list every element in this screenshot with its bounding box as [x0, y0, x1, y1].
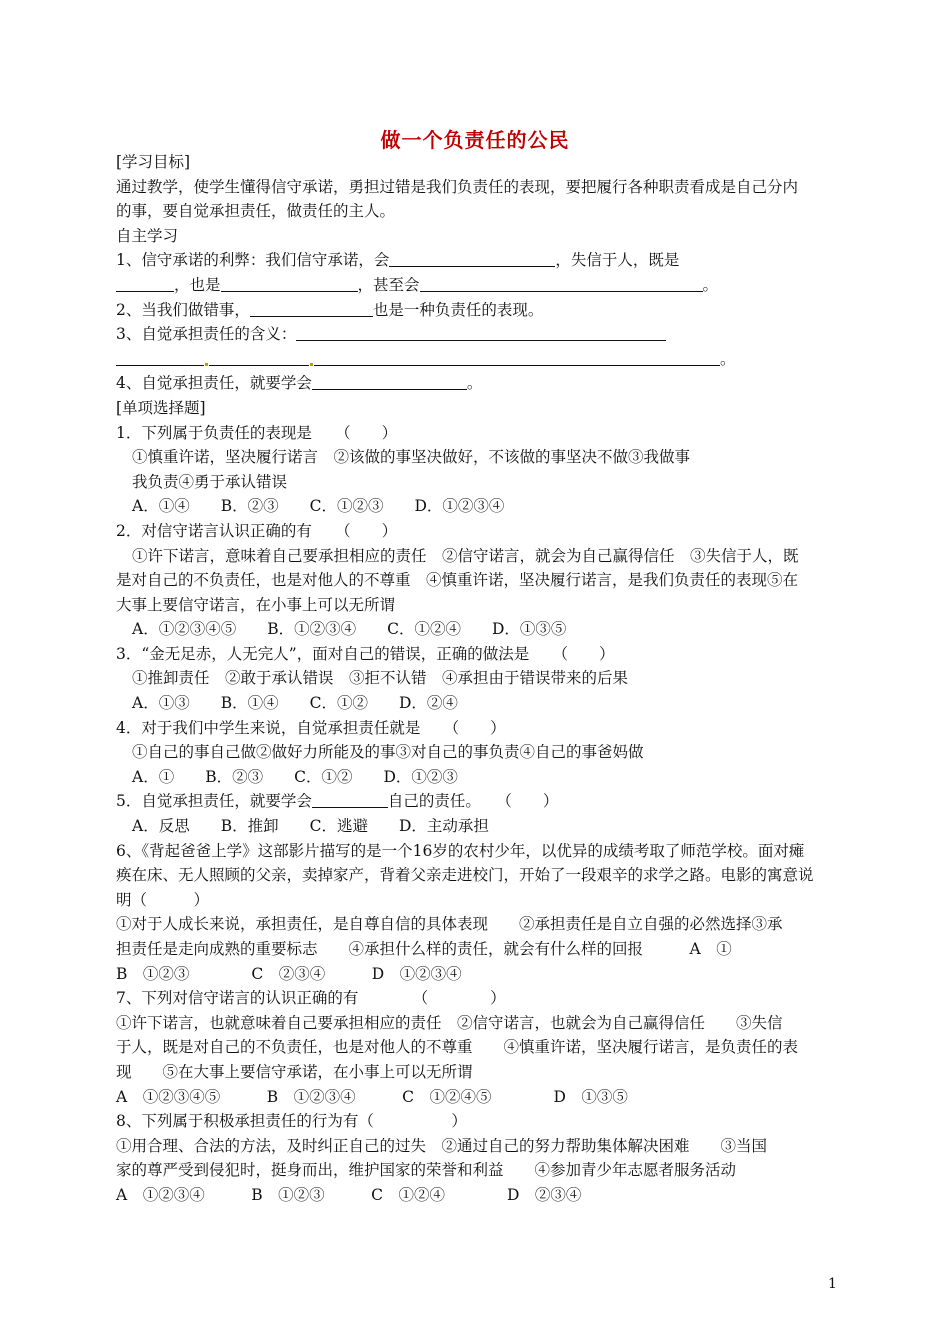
fill-question-1-line-1 [116, 248, 840, 273]
choice-question-8-options: A ①②③④ B ①②③ C ①②④ D ②③④ [116, 1185, 582, 1204]
answer-blank[interactable] [389, 249, 555, 267]
choice-question-8-statements: ①用合理、合法的方法，及时纠正自己的过失 ②通过自己的努力帮助集体解决困难 ③当国 [116, 1136, 768, 1155]
choice-q5-text-a: 5．自觉承担责任，就要学会 [116, 792, 312, 811]
fill-q2-text-a: 2、当我们做错事， [116, 300, 250, 319]
choice-question-7-statements-cont: 现 ⑤在大事上要信守承诺，在小事上可以无所谓 [116, 1062, 473, 1081]
answer-blank[interactable] [420, 274, 703, 292]
choice-question-5-options: A．反思 B．推卸 C．逃避 D．主动承担 [132, 817, 489, 836]
choice-question-6-stem-cont: 痪在床、无人照顾的父亲，卖掉家产，背着父亲走进校门，开始了一段艰辛的求学之路。电影的寓意说 [116, 866, 814, 885]
speck-mark [310, 363, 313, 366]
fill-q1-text-c: ，也是 [174, 275, 221, 294]
choice-question-7-options: A ①②③④⑤ B ①②③④ C ①②④⑤ D ①③⑤ [116, 1087, 628, 1106]
answer-blank[interactable] [314, 348, 720, 366]
answer-blank[interactable] [116, 274, 174, 292]
fill-q1-text-e: 。 [702, 275, 719, 294]
fill-q4-text-a: 4、自觉承担责任，就要学会 [116, 374, 312, 393]
fill-q4-text-b: 。 [466, 374, 483, 393]
choice-question-8-statements-cont: 家的尊严受到侵犯时，挺身而出，维护国家的荣誉和利益 ④参加青少年志愿者服务活动 [116, 1161, 737, 1180]
choice-question-2-statements-cont: 大事上要信守诺言，在小事上可以无所谓 [116, 595, 396, 614]
fill-q2-text-b: 也是一种负责任的表现。 [372, 300, 544, 319]
choice-question-4-options: A．① B．②③ C．①② D．①②③ [132, 767, 458, 786]
choice-question-6-stem: 6、《背起爸爸上学》这部影片描写的是一个16岁的农村少年，以优异的成绩考取了师范学校。面对瘫 [116, 841, 805, 860]
section-heading-objectives: [学习目标] [116, 153, 191, 171]
choice-question-3-options: A．①③ B．①④ C．①② D．②④ [132, 694, 458, 713]
section-heading-self-study: 自主学习 [116, 226, 179, 245]
choice-question-7-statements: ①许下诺言，也就意味着自己要承担相应的责任 ②信守诺言，也就会为自己赢得信任 ③失信 [116, 1013, 783, 1032]
fill-q1-text-d: ，甚至会 [357, 275, 420, 294]
choice-question-1-statements-cont: 我负责④勇于承认错误 [132, 472, 288, 491]
fill-q1-text-a: 1、信守承诺的利弊：我们信守承诺，会 [116, 251, 390, 270]
choice-question-7-stem: 7、下列对信守诺言的认识正确的有 （ ） [116, 989, 506, 1008]
answer-blank[interactable] [116, 348, 204, 366]
answer-blank[interactable] [312, 372, 467, 390]
choice-question-6-statements-cont: 担责任是走向成熟的重要标志 ④承担什么样的责任，就会有什么样的回报 A ① [116, 940, 732, 958]
choice-q5-text-b: 自己的责任。 （ ） [387, 792, 559, 811]
speck-mark [205, 363, 208, 366]
fill-question-2 [116, 298, 840, 323]
section-heading-choice: [单项选择题] [116, 398, 206, 417]
choice-question-1-statements: ①慎重许诺，坚决履行诺言 ②该做的事坚决做好，不该做的事坚决不做③我做事 [132, 448, 691, 467]
fill-question-3-line-1 [116, 322, 840, 347]
fill-question-4 [116, 371, 840, 396]
choice-question-6-stem-cont: 明（ ） [116, 890, 210, 909]
fill-q3-text-a: 3、自觉承担责任的含义： [116, 325, 297, 344]
choice-question-3-stem: 3．“金无足赤，人无完人”，面对自己的错误，正确的做法是 （ ） [116, 644, 615, 663]
choice-question-1-stem: 1．下列属于负责任的表现是 （ ） [116, 423, 398, 442]
choice-question-6-statements: ①对于人成长来说，承担责任，是自尊自信的具体表现 ②承担责任是自立自强的必然选择③承 [116, 915, 783, 934]
choice-question-2-options: A．①②③④⑤ B．①②③④ C．①②④ D．①③⑤ [132, 620, 567, 639]
document-body [116, 150, 840, 1208]
choice-question-4-statements: ①自己的事自己做②做好力所能及的事③对自己的事负责④自己的事爸妈做 [132, 743, 644, 762]
choice-question-2-statements: ①许下诺言，意味着自己要承担相应的责任 ②信守诺言，就会为自己赢得信任 ③失信于人，既 [132, 546, 799, 565]
answer-blank[interactable] [312, 790, 388, 808]
document-title: 做一个负责任的公民 [380, 128, 570, 152]
fill-q3-text-b: 。 [720, 349, 736, 368]
choice-question-4-stem: 4．对于我们中学生来说，自觉承担责任就是 （ ） [116, 718, 506, 737]
fill-q1-text-b: ，失信于人，既是 [555, 251, 680, 270]
choice-question-2-statements-cont: 是对自己的不负责任，也是对他人的不尊重 ④慎重许诺，坚决履行诺言，是我们负责任的表现⑤在 [116, 571, 799, 590]
answer-blank[interactable] [250, 299, 373, 317]
choice-question-2-stem: 2．对信守诺言认识正确的有 （ ） [116, 521, 398, 540]
page-number: 1 [828, 1276, 837, 1292]
choice-question-5-stem [116, 789, 840, 814]
objective-text-line-1: 通过教学，使学生懂得信守承诺，勇担过错是我们负责任的表现，要把履行各种职责看成是自己分内 [116, 177, 799, 196]
choice-question-7-statements-cont: 于人，既是对自己的不负责任，也是对他人的不尊重 ④慎重许诺，坚决履行诺言，是负责任的表 [116, 1038, 799, 1057]
fill-question-3-line-2 [116, 347, 840, 372]
answer-blank[interactable] [296, 323, 666, 341]
objective-text-line-2: 的事，要自觉承担责任，做责任的主人。 [116, 202, 396, 221]
choice-question-1-options: A．①④ B．②③ C．①②③ D．①②③④ [132, 497, 505, 516]
answer-blank[interactable] [221, 274, 358, 292]
choice-question-8-stem: 8、下列属于积极承担责任的行为有（ ） [116, 1112, 467, 1131]
choice-question-3-statements: ①推卸责任 ②敢于承认错误 ③拒不认错 ④承担由于错误带来的后果 [132, 669, 629, 688]
answer-blank[interactable] [209, 348, 309, 366]
fill-question-1-line-2 [116, 273, 840, 298]
choice-question-6-options: B ①②③ C ②③④ D ①②③④ [116, 964, 462, 983]
